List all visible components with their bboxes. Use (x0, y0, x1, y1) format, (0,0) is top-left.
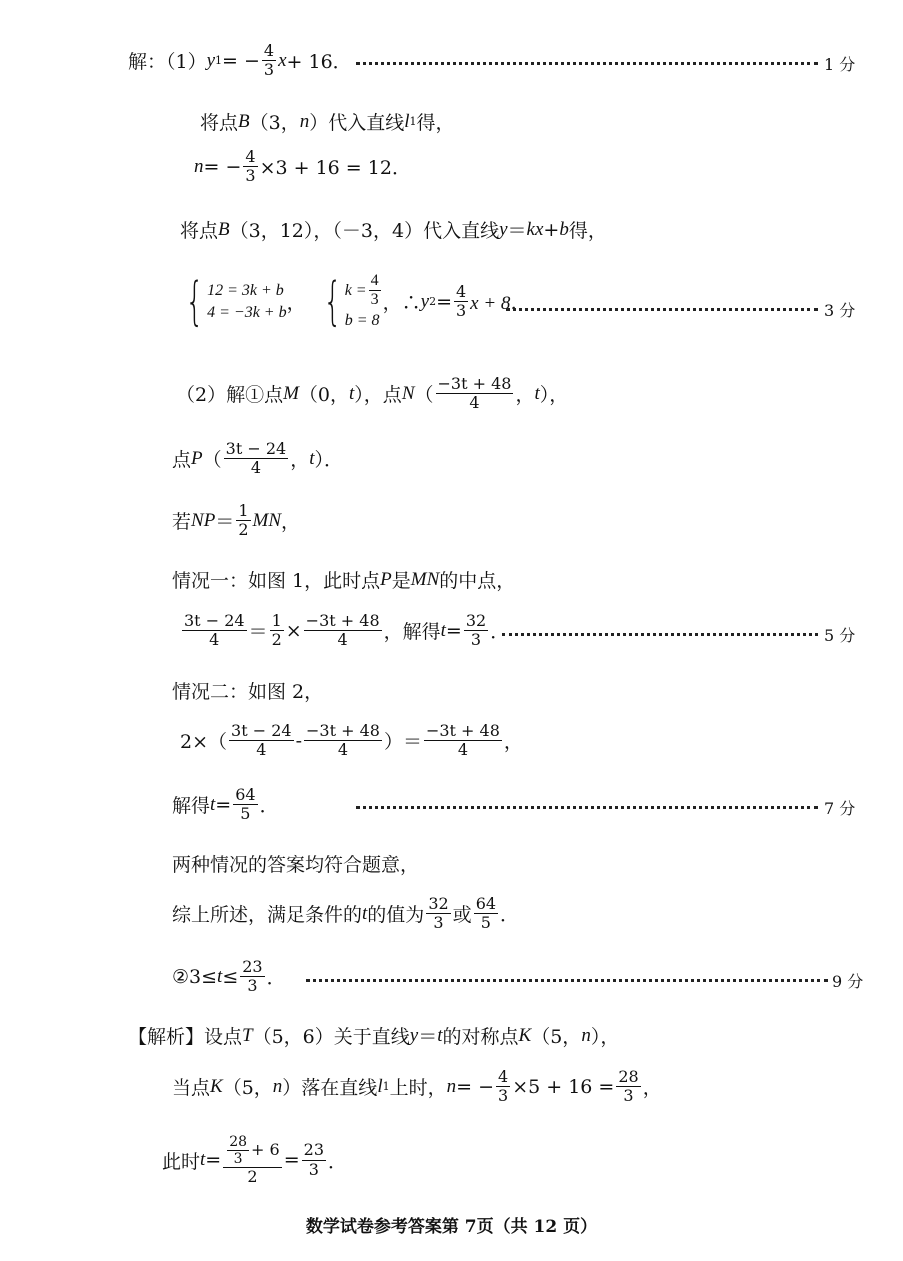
k-on-line (172, 1068, 662, 1106)
text: 的对称点 (442, 1026, 519, 1048)
numerator: −3t + 48 (437, 374, 512, 393)
numerator: 32 (428, 894, 449, 913)
leader-dots (356, 62, 818, 65)
fraction (616, 1068, 640, 1106)
numerator: 23 (242, 957, 263, 976)
text: = (215, 793, 232, 816)
var-t: t (309, 447, 315, 469)
denominator: 2 (238, 520, 249, 540)
var-l: l (377, 1075, 383, 1097)
leader-dots (506, 308, 818, 311)
leader-dots (502, 633, 818, 636)
system-row: 12 = 3k + b (207, 282, 284, 300)
analysis-line (128, 1022, 619, 1049)
fraction (426, 895, 450, 933)
subscript: 1 (215, 54, 223, 68)
range-line (172, 958, 286, 996)
solution-line (172, 786, 279, 824)
point-p-line (172, 440, 343, 478)
both-cases-line (172, 850, 419, 877)
text: ． (266, 967, 286, 990)
numerator: −3t + 48 (425, 721, 500, 740)
numerator: 28 (618, 1067, 639, 1086)
final-line (162, 1134, 347, 1187)
text: （3， (249, 112, 300, 134)
var-t: t (217, 965, 223, 987)
fraction (496, 1068, 510, 1106)
text: 将点 (200, 112, 239, 134)
text: + 16． (286, 51, 352, 74)
text: 情况一：如图 1，此时点 (172, 570, 381, 592)
text: 得， (568, 220, 607, 242)
numerator: 4 (245, 147, 256, 166)
fraction (369, 272, 381, 310)
numerator: 64 (235, 785, 256, 804)
text: （ (202, 449, 222, 472)
brace-icon: { (185, 271, 204, 332)
var-n: n (446, 1075, 457, 1097)
denominator: 5 (480, 913, 491, 933)
text: = (445, 619, 462, 642)
fraction (262, 42, 276, 80)
text: ＝ (418, 1026, 438, 1048)
text: ． (500, 904, 520, 927)
text: （5，6）关于直线 (252, 1026, 410, 1048)
numerator: 28 (229, 1134, 248, 1150)
subscript: 1 (409, 115, 417, 128)
denominator: 3 (498, 1086, 509, 1106)
var-K: K (518, 1024, 532, 1046)
denominator: 3 (247, 976, 258, 996)
text: （3，12），（－3，4）代入直线 (229, 220, 500, 242)
text: ×3 + 16 = 12． (259, 157, 411, 180)
text: 两种情况的答案均符合题意， (172, 854, 420, 876)
equation-system-line (178, 272, 529, 331)
text: 当点 (172, 1077, 211, 1100)
text: （5， (222, 1077, 273, 1100)
text: = − (203, 155, 242, 178)
fraction (229, 722, 294, 760)
text: ， (503, 731, 523, 754)
answer-line-1 (128, 42, 352, 80)
fraction (474, 895, 498, 933)
fraction (236, 502, 250, 540)
text: = − (222, 49, 260, 72)
text: ）． (314, 449, 343, 472)
text: x + 8． (470, 293, 530, 315)
text: 情况二：如图 2， (172, 681, 324, 703)
numerator: 1 (238, 501, 249, 520)
fraction (424, 722, 502, 760)
system-row: b = 8 (344, 311, 380, 329)
part2-line (176, 375, 568, 413)
var-M: M (283, 382, 299, 404)
fraction (233, 786, 257, 824)
text: ， (642, 1077, 662, 1100)
text: ②3≤ (172, 965, 218, 988)
numerator: 4 (369, 272, 381, 291)
subscript: 1 (382, 1080, 390, 1094)
text: 的值为 (367, 904, 425, 927)
text: 上时， (389, 1077, 447, 1100)
fraction (240, 958, 264, 996)
text: ）， (590, 1026, 620, 1048)
text: （5， (531, 1026, 582, 1048)
denominator: 3 (455, 301, 467, 321)
var-kx: kx (526, 218, 544, 240)
text: ）代入直线 (309, 112, 405, 134)
answer-line-4 (180, 216, 607, 243)
text: 是 (391, 570, 411, 592)
var-n: n (299, 110, 310, 132)
fraction (227, 1134, 249, 1167)
score-label: 7 分 (824, 799, 856, 818)
text: ，解得 (383, 621, 441, 644)
numerator (223, 1134, 282, 1168)
var-MN: MN (252, 509, 281, 531)
fraction (304, 722, 382, 760)
system-1 (207, 280, 287, 323)
denominator: 3 (263, 60, 275, 80)
case-2-line (172, 677, 323, 704)
text: ＝ (507, 220, 527, 242)
text: ×5 + 16 = (512, 1075, 615, 1098)
system-row (345, 272, 383, 310)
var-t: t (362, 902, 368, 924)
text: 的中点， (439, 570, 516, 592)
text: - (295, 729, 302, 752)
var-b: b (559, 218, 569, 240)
numerator: 4 (263, 41, 275, 60)
numerator: −3t + 48 (305, 721, 380, 740)
case-1-equation (180, 612, 509, 650)
system-2 (345, 272, 383, 331)
var-B: B (238, 110, 250, 132)
case-1-line (172, 566, 515, 593)
var-n: n (272, 1075, 283, 1097)
fraction (464, 612, 488, 650)
fraction (270, 612, 284, 650)
denominator: 4 (250, 458, 261, 478)
numerator: 3t − 24 (231, 721, 292, 740)
denominator: 2 (247, 1167, 258, 1187)
denominator: 3 (433, 913, 444, 933)
denominator: 3 (623, 1086, 634, 1106)
var-t: t (210, 793, 216, 815)
fraction (224, 440, 289, 478)
text: + (543, 218, 560, 241)
var-t: t (437, 1024, 443, 1046)
text: 解：（1） (128, 51, 207, 74)
text: ＝ (215, 511, 235, 534)
text: ，∴ (382, 292, 421, 315)
var-K: K (210, 1075, 223, 1097)
answer-line-2 (200, 108, 455, 135)
var-t: t (440, 619, 446, 641)
text: 综上所述，满足条件的 (172, 904, 363, 927)
leader-dots (306, 979, 828, 982)
var-t: t (200, 1149, 206, 1171)
text: + 6 (251, 1140, 280, 1160)
text: ． (328, 1150, 348, 1173)
var-n: n (194, 155, 204, 177)
compound-fraction (223, 1134, 282, 1187)
denominator: 4 (337, 740, 349, 760)
fraction (304, 612, 382, 650)
text: 得， (416, 112, 455, 134)
score-label: 9 分 (832, 972, 864, 991)
text: ）落在直线 (282, 1077, 378, 1100)
fraction (243, 148, 257, 186)
denominator: 4 (209, 630, 220, 650)
numerator: 32 (465, 611, 487, 630)
text: ， (515, 384, 535, 407)
text: （0， (298, 384, 350, 407)
var-MN: MN (410, 568, 440, 590)
system-row: 4 = −3k + b (207, 303, 287, 321)
text: 解得 (172, 795, 211, 818)
denominator: 4 (469, 393, 480, 413)
denominator: 4 (457, 740, 469, 760)
var-B: B (218, 218, 230, 240)
fraction (436, 375, 514, 413)
fraction (454, 283, 468, 321)
text: 或 (452, 904, 472, 927)
var-y: y (409, 1024, 419, 1046)
var-x: x (278, 49, 287, 71)
var-t: t (349, 382, 355, 404)
text: ， (281, 511, 301, 534)
summary-line (172, 895, 519, 933)
condition-line (172, 502, 300, 540)
numerator: 64 (475, 894, 497, 913)
text: ）， (539, 384, 569, 407)
text: ）＝ (383, 731, 422, 754)
subscript: 2 (429, 295, 437, 309)
denominator: 3 (308, 1159, 319, 1179)
page-footer: 数学试卷参考答案第 7页（共 12 页） (305, 1217, 598, 1237)
text: ），点 (354, 384, 402, 407)
text: ． (259, 795, 279, 818)
text: ． (490, 621, 510, 644)
var-l: l (404, 110, 410, 132)
var-N: N (401, 382, 415, 404)
denominator: 2 (271, 630, 282, 650)
denominator: 4 (337, 630, 348, 650)
text: = − (456, 1075, 494, 1098)
numerator: 3t − 24 (225, 439, 287, 458)
text: 2×（ (180, 731, 228, 754)
denominator: 3 (370, 291, 379, 309)
denominator: 3 (470, 630, 482, 650)
brace-icon: { (323, 271, 342, 332)
var-n: n (581, 1024, 591, 1046)
text: = (205, 1149, 222, 1172)
var-y: y (420, 290, 430, 312)
text: ， (286, 292, 306, 315)
var-y: y (206, 49, 216, 71)
numerator: 4 (498, 1067, 509, 1086)
text: 点 (172, 449, 192, 472)
text: = (283, 1149, 300, 1172)
text: 【解析】设点 (128, 1026, 243, 1048)
answer-line-3 (194, 148, 411, 186)
text: 若 (172, 511, 192, 534)
score-label: 3 分 (824, 301, 856, 320)
leader-dots (356, 806, 818, 809)
denominator: 5 (240, 804, 251, 824)
score-label: 5 分 (824, 626, 856, 645)
var-P: P (191, 447, 203, 469)
var-NP: NP (191, 509, 216, 531)
numerator: 4 (455, 281, 467, 301)
text: （ (414, 384, 434, 407)
text: × (285, 619, 302, 642)
text: ＝ (248, 621, 268, 644)
denominator: 4 (256, 740, 267, 760)
text: （2）解①点 (176, 384, 284, 407)
text: ， (290, 449, 310, 472)
denominator: 3 (245, 166, 256, 186)
case-2-equation (180, 722, 523, 760)
fraction (182, 612, 247, 650)
fraction (302, 1141, 326, 1179)
numerator: 1 (271, 611, 282, 630)
text: ≤ (222, 965, 239, 988)
var-T: T (242, 1024, 253, 1046)
text: 此时 (162, 1150, 201, 1173)
var-y: y (499, 218, 508, 240)
numerator: 23 (303, 1140, 324, 1160)
var-t: t (534, 382, 540, 404)
score-label: 1 分 (824, 55, 856, 74)
var-P: P (380, 568, 392, 590)
text: k = (344, 282, 367, 300)
text: 将点 (180, 220, 219, 242)
text: = (436, 290, 452, 313)
denominator: 3 (233, 1151, 243, 1168)
numerator: −3t + 48 (305, 611, 380, 630)
numerator: 3t − 24 (184, 611, 245, 630)
